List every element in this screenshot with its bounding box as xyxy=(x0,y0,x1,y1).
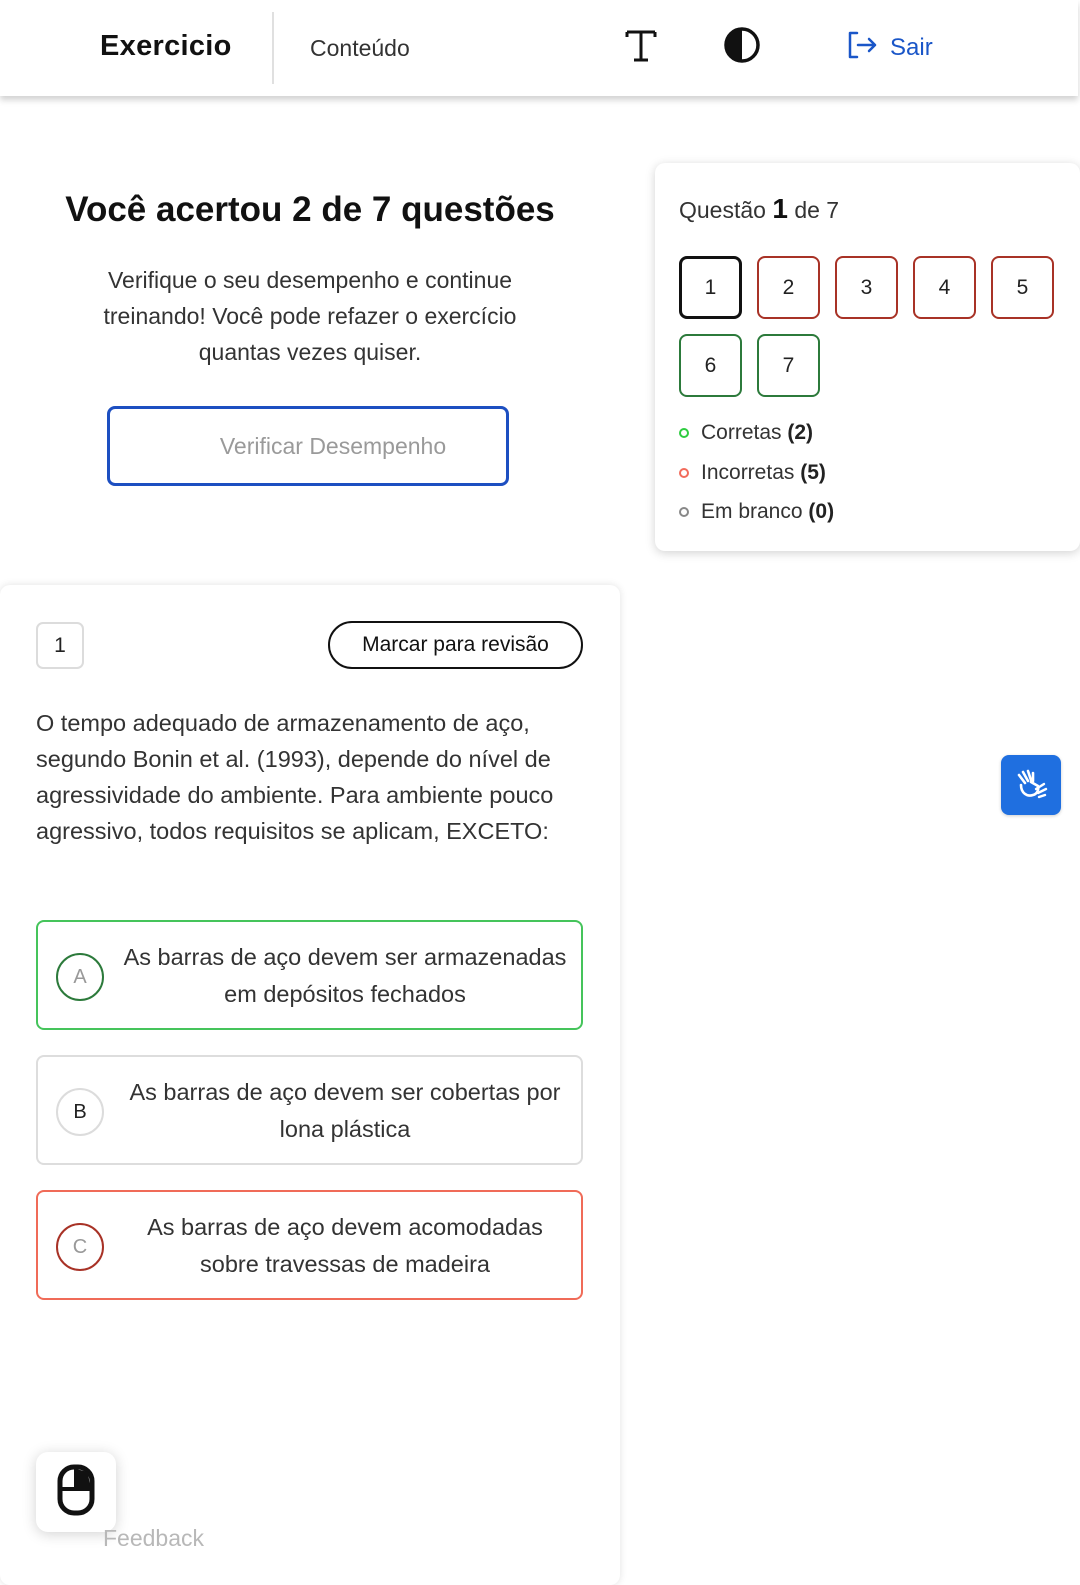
top-header xyxy=(0,0,1078,96)
question-nav-button[interactable]: 7 xyxy=(757,334,820,397)
brand-title: Exercicio xyxy=(100,30,232,62)
indicator-prefix: Questão xyxy=(679,197,766,223)
feedback-button[interactable] xyxy=(36,1452,116,1532)
option-letter: B xyxy=(56,1088,104,1136)
nav-conteudo-link[interactable]: Conteúdo xyxy=(310,35,410,61)
indicator-suffix: de 7 xyxy=(794,197,840,223)
verify-performance-button[interactable]: Verificar Desempenho xyxy=(107,406,509,486)
sign-language-icon[interactable] xyxy=(1001,755,1061,815)
question-navigator xyxy=(655,163,1080,551)
option-letter: A xyxy=(56,953,104,1001)
question-number-badge: 1 xyxy=(36,622,84,669)
question-card xyxy=(0,585,620,1585)
answer-option-a[interactable] xyxy=(36,920,583,1030)
question-nav-button[interactable]: 1 xyxy=(679,256,742,319)
question-nav-button[interactable]: 6 xyxy=(679,334,742,397)
logout-icon xyxy=(846,30,878,67)
indicator-current: 1 xyxy=(772,193,788,224)
blank-dot-icon xyxy=(679,507,689,517)
answer-option-c[interactable] xyxy=(36,1190,583,1300)
header-divider xyxy=(272,12,274,84)
option-text: As barras de aço devem ser armazenadas em depósitos fechados xyxy=(123,944,567,1007)
question-text: O tempo adequado de armazenamento de aço, segundo Bonin et al. (1993), depende do nível de agressividade do ambiente. Para ambiente pouco agressivo, todos requisitos se aplicam, EXCETO: xyxy=(36,710,554,844)
question-nav-button[interactable]: 2 xyxy=(757,256,820,319)
option-text: As barras de aço devem acomodadas sobre travessas de madeira xyxy=(147,1214,543,1277)
correct-dot-icon xyxy=(679,428,689,438)
question-nav-button[interactable]: 3 xyxy=(835,256,898,319)
question-nav-button[interactable]: 5 xyxy=(991,256,1054,319)
mark-for-review-button[interactable]: Marcar para revisão xyxy=(328,621,583,669)
answer-option-b[interactable] xyxy=(36,1055,583,1165)
score-description: Verifique o seu desempenho e continue treinando! Você pode refazer o exercício quantas vezes quiser. xyxy=(103,267,517,365)
mouse-icon xyxy=(56,1464,96,1521)
contrast-icon[interactable] xyxy=(722,25,762,65)
font-size-icon[interactable] xyxy=(622,24,660,68)
question-indicator xyxy=(679,193,839,225)
feedback-label: Feedback xyxy=(103,1525,205,1551)
logout-button[interactable] xyxy=(846,30,933,66)
option-letter: C xyxy=(56,1223,104,1271)
legend-blank: Em branco (0) xyxy=(679,500,834,524)
option-text: As barras de aço devem ser cobertas por lona plástica xyxy=(129,1079,561,1142)
score-title: Você acertou 2 de 7 questões xyxy=(65,190,555,229)
incorrect-dot-icon xyxy=(679,468,689,478)
legend-incorrect: Incorretas (5) xyxy=(679,461,826,485)
legend-correct: Corretas (2) xyxy=(679,421,813,445)
logout-label: Sair xyxy=(890,34,933,61)
question-nav-button[interactable]: 4 xyxy=(913,256,976,319)
